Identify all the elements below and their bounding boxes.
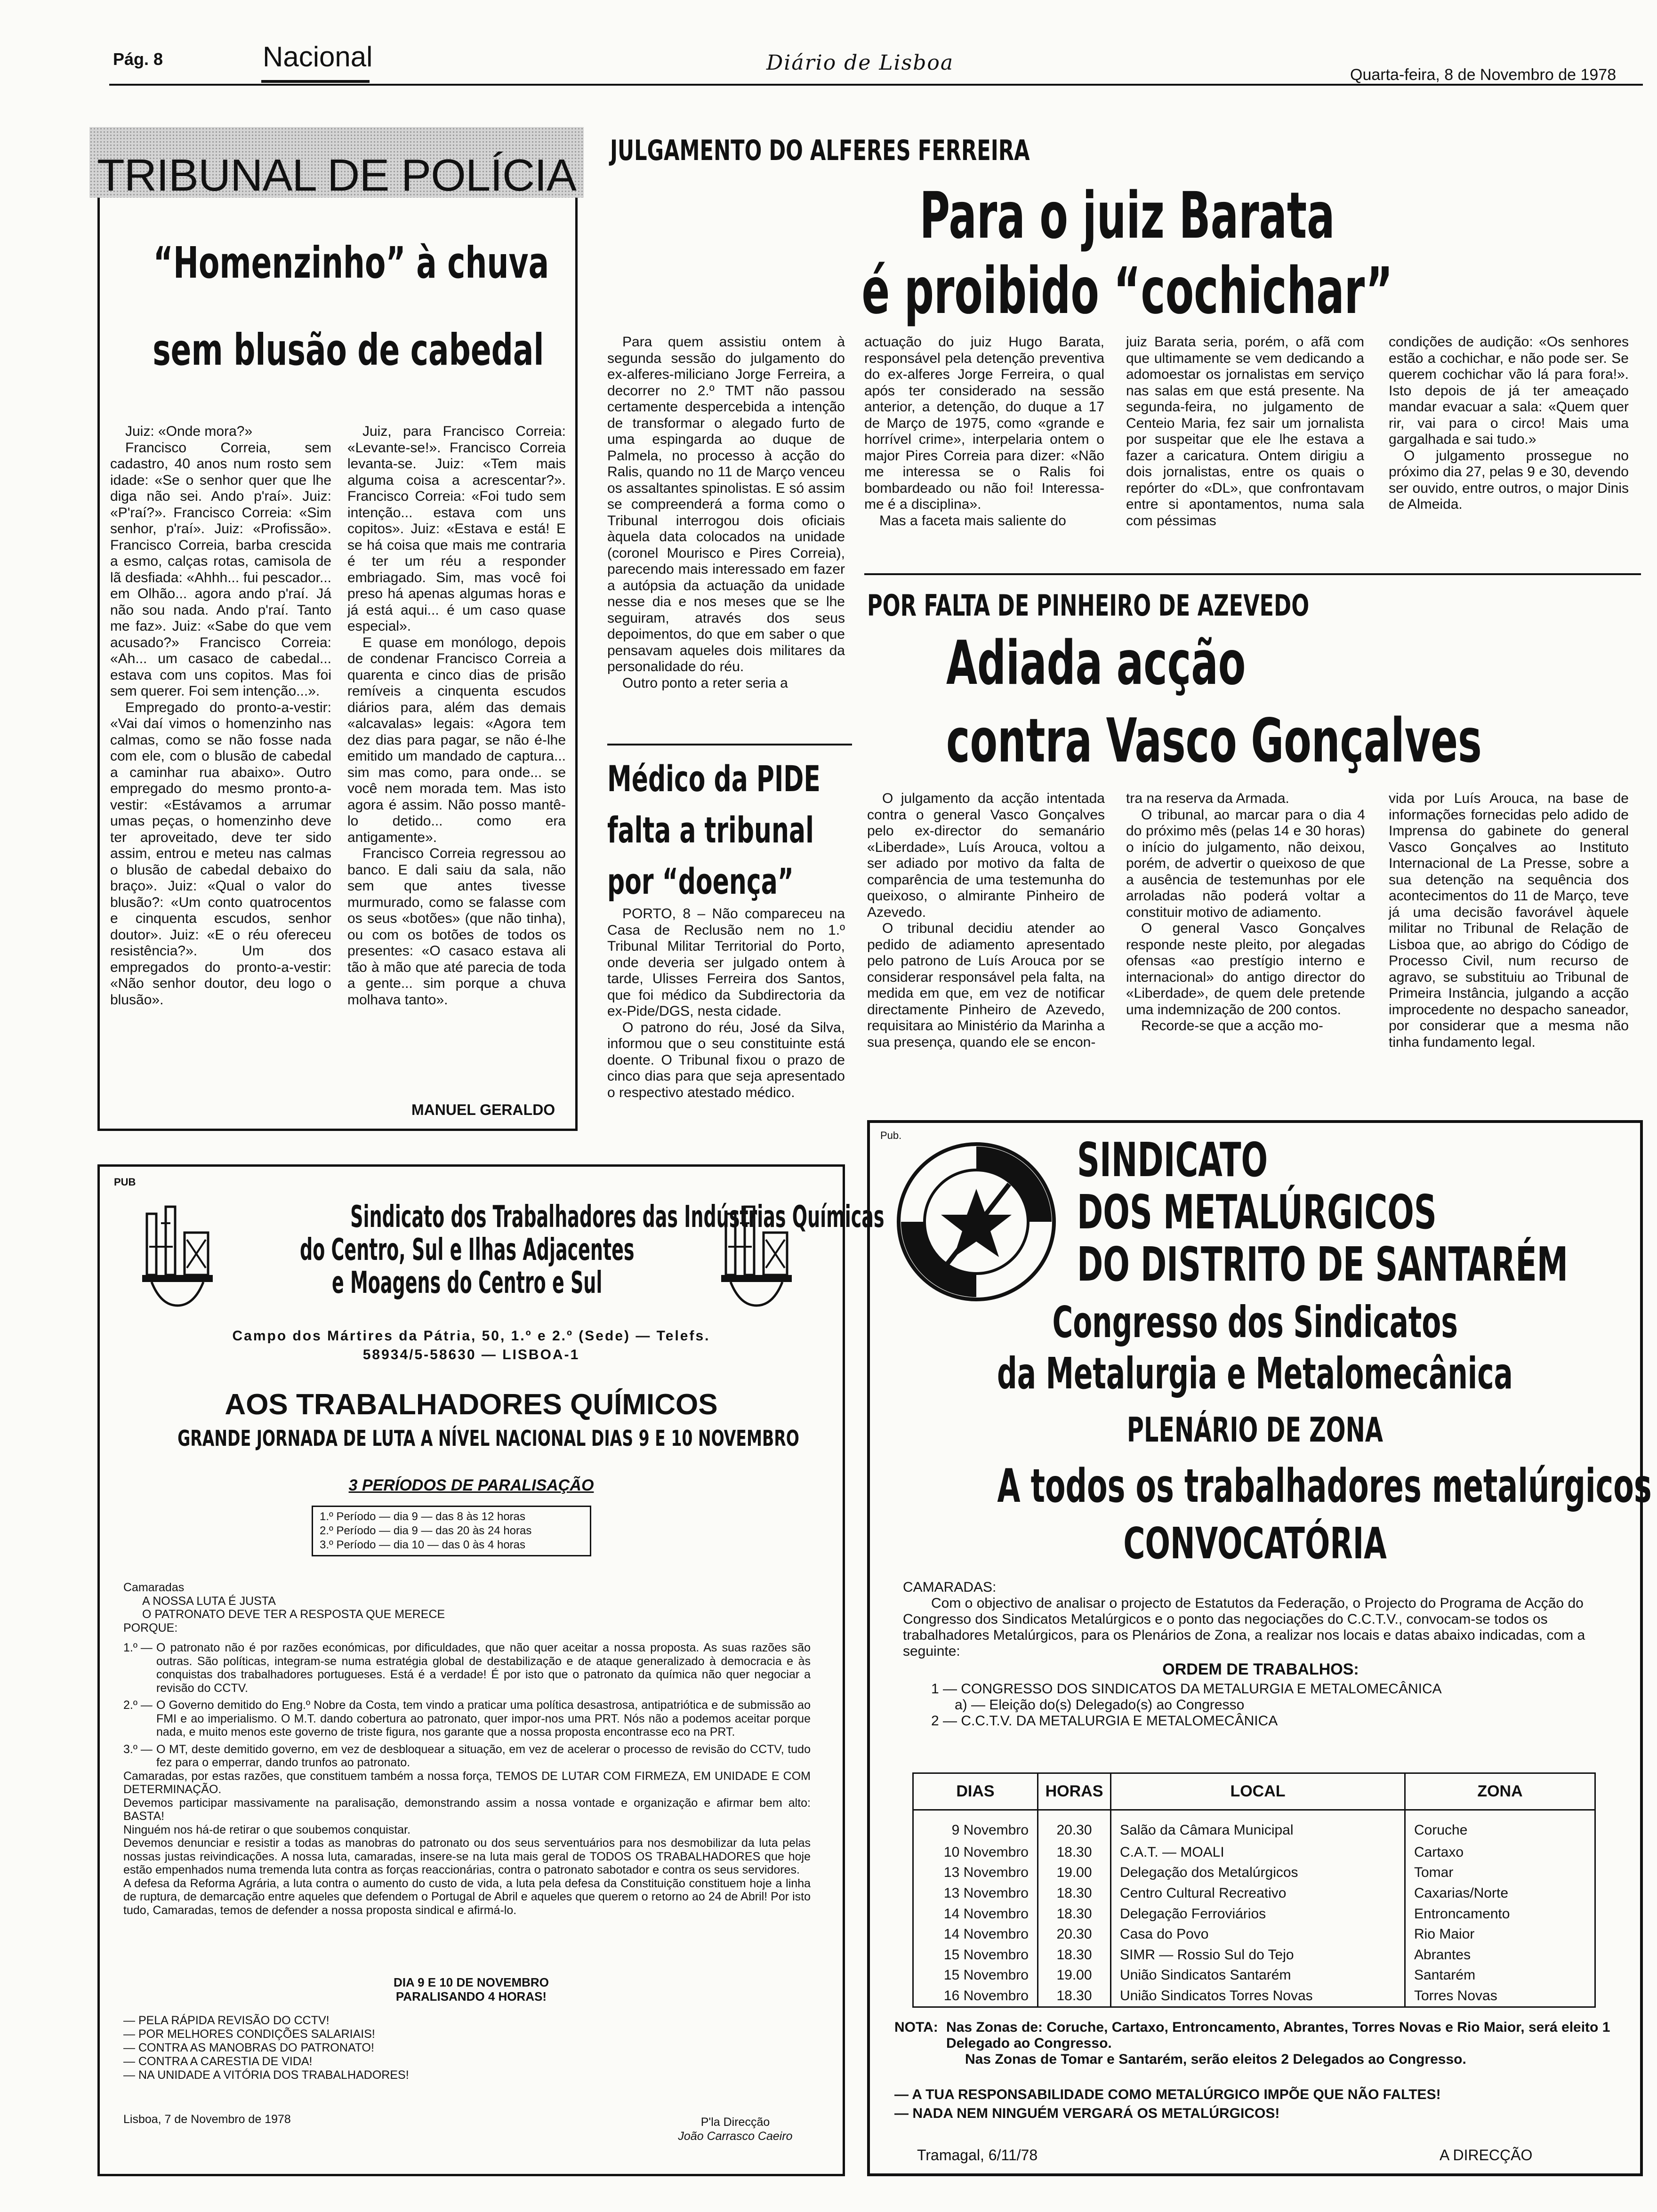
table-row (914, 1842, 1594, 1863)
paragraph: O tribunal, ao marcar para o dia 4 do próximo mês (pelas 14 e 30 horas) o início do julgamento, não deixou, porém, de advertir o queixoso de que a ausência de testemunhas por ele arroladas não poderá voltar a constituir motivo de adiamento. (1126, 807, 1365, 920)
metalurgicos-slogans (894, 2085, 1619, 2123)
barata-headline-2: é proibido “cochichar” (861, 254, 1393, 329)
pide-headline-3: por “doença” (607, 860, 794, 902)
day-cell: 14 Novembro (914, 1924, 1038, 1945)
slogan: — POR MELHORES CONDIÇÕES SALARIAIS! (123, 2028, 375, 2041)
barata-bottom-rule (864, 573, 1641, 575)
location-cell: Salão da Câmara Municipal (1111, 1810, 1405, 1842)
factory-icon (142, 1204, 213, 1308)
body-line: Camaradas, por estas razões, que constituem também a nossa força, TEMOS DE LUTAR COM FIRMEZA, EM UNIDADE E COM DETERMINAÇÃO. (123, 1769, 811, 1796)
location-cell: Centro Cultural Recreativo (1111, 1883, 1405, 1904)
paragraph: tra na reserva da Armada. (1126, 791, 1289, 806)
barata-col-2 (864, 334, 1104, 529)
ordem-label: ORDEM DE TRABALHOS: (1162, 1660, 1359, 1678)
tribunal-col-2 (347, 424, 566, 1008)
location-cell: C.A.T. — MOALI (1111, 1842, 1405, 1863)
pide-top-rule (607, 744, 852, 745)
table-row (914, 1965, 1594, 1986)
tribunal-headline-2: sem blusão de cabedal (153, 325, 544, 375)
body-line: Devemos participar massivamente na paralisação, demonstrando assim a nossa vontade e organização e afirmar bem alto: BASTA! (123, 1796, 811, 1823)
location-cell: Delegação dos Metalúrgicos (1111, 1862, 1405, 1883)
paragraph: vida por Luís Arouca, na base de informações fornecidas pelo adido de Imprensa do gabinete do general Vasco Gonçalves ao Instituto Internacional de La Presse, sobre a sua detenção na sequência dos acontecimentos do 11 de Março, teve já uma decisão favorável àquele militar no Tribunal de Relação de Lisboa que, ao abrigo do Código de Processo Civil, num recurso de agravo, se substituiu ao Tribunal de Primeira Instância, julgando a acção improcedente no despacho saneador, por considerar que a mesma não tinha fundamento legal. (1389, 791, 1629, 1050)
quimicos-slogans (123, 2014, 409, 2082)
section-name: Nacional (263, 41, 373, 72)
vasco-col-1 (867, 791, 1105, 1050)
agenda-item: 2 — C.C.T.V. DA METALURGIA E METALOMECÂNICA (931, 1713, 1278, 1729)
reason-text: O patronato não é por razões económicas, por dificuldades, que não quer aceitar a nossa proposta. As suas razões são outras. São políticas, integram-se numa estratégia global de destabilização e de ataque generalizado à democracia e às conquistas dos trabalhadores portugueses. Está é a verdade! É por isto que o patronato da química não quer negociar a revisão do CCTV. (156, 1641, 811, 1695)
hour-cell: 18.30 (1038, 1842, 1111, 1863)
quimicos-signature (665, 2115, 806, 2143)
day-cell: 16 Novembro (914, 1986, 1038, 2006)
masthead (0, 0, 1657, 89)
quimicos-dias (100, 1975, 843, 2004)
location-cell: União Sindicatos Torres Novas (1111, 1986, 1405, 2006)
nota-line: Nas Zonas de: Coruche, Cartaxo, Entroncamento, Abrantes, Torres Novas e Rio Maior, será eleito 1 Delegado ao Congresso. (946, 2020, 1610, 2051)
paragraph: Outro ponto a reter seria a (622, 675, 788, 691)
quimicos-title: AOS TRABALHADORES QUÍMICOS (225, 1388, 718, 1421)
metalurgicos-signature: A DIRECÇÃO (1440, 2147, 1533, 2164)
union-emblem-icon (892, 1137, 1061, 1306)
day-cell: 13 Novembro (914, 1862, 1038, 1883)
table-body (914, 1810, 1594, 2006)
column-header: LOCAL (1111, 1774, 1405, 1810)
day-cell: 9 Novembro (914, 1810, 1038, 1842)
location-cell: União Sindicatos Santarém (1111, 1965, 1405, 1986)
reason-text: O MT, deste demitido governo, em vez de desbloquear a situação, em vez de acelerar o processo de revisão do CCTV, tudo fez para o emperrar, dando trunfos ao patronato. (156, 1742, 811, 1769)
pide-headline-1: Médico da PIDE (607, 758, 820, 800)
zone-cell: Coruche (1414, 1822, 1468, 1838)
hour-cell: 20.30 (1038, 1810, 1111, 1842)
address-line: Campo dos Mártires da Pátria, 50, 1.º e 2.º (Sede) — Telefs. (232, 1328, 710, 1344)
salutation: CAMARADAS: (903, 1579, 997, 1595)
table-row (914, 1945, 1594, 1965)
zone-cell: Rio Maior (1414, 1926, 1475, 1942)
slogan: — CONTRA A CARESTIA DE VIDA! (123, 2055, 313, 2068)
paragraph: Francisco Correia regressou ao banco. E dali saiu da sala, não sem que antes tivesse murmurado, como se falasse com os seus «botões» (que não tinha), ou com os botões de todos os presentes: «O casaco estava ali tão à mão que até parecia de toda a gente... sim porque a chuva molhava tanto». (347, 846, 566, 1008)
paragraph: Juiz: «Onde mora?» (125, 424, 253, 439)
dias-line: PARALISANDO 4 HORAS! (395, 1989, 547, 2004)
congress-line: Congresso dos Sindicatos (1052, 1297, 1458, 1347)
barata-col-3 (1126, 334, 1364, 529)
paragraph: O julgamento prossegue no próximo dia 27, pelas 9 e 30, devendo ser ouvido, entre outros, o major Dinis de Almeida. (1389, 448, 1629, 512)
todos-title: A todos os trabalhadores metalúrgicos (997, 1459, 1652, 1513)
vasco-headline-2: contra Vasco Gonçalves (946, 706, 1482, 776)
ad-label: Pub. (880, 1130, 902, 1141)
nota-line: Nas Zonas de Tomar e Santarém, serão eleitos 2 Delegados ao Congresso. (965, 2052, 1466, 2067)
zone-cell: Caxarias/Norte (1414, 1885, 1509, 1901)
intro-line: O PATRONATO DEVE TER A RESPOSTA QUE MERECE (142, 1608, 445, 1621)
table-row (914, 1883, 1594, 1904)
period-line: 3.º Período — dia 10 — das 0 às 4 horas (320, 1539, 526, 1551)
quimicos-ad-box (97, 1164, 885, 2176)
masthead-rule (109, 84, 1643, 86)
slogan: — CONTRA AS MANOBRAS DO PATRONATO! (123, 2041, 374, 2054)
metalurgicos-place-date: Tramagal, 6/11/78 (917, 2147, 1038, 2164)
quimicos-periods-title: 3 PERÍODOS DE PARALISAÇÃO (348, 1476, 594, 1494)
slogan: — A TUA RESPONSABILIDADE COMO METALÚRGICO IMPÕE QUE NÃO FALTES! (894, 2087, 1441, 2102)
quimicos-place-date: Lisboa, 7 de Novembro de 1978 (123, 2113, 291, 2126)
paragraph: O general Vasco Gonçalves responde neste pleito, por alegadas ofensas «ao prestígio interno e internacional» do antigo director do «Liberdade», de quem dele pretende uma indemnização de 200 contos. (1126, 921, 1365, 1018)
period-line: 1.º Período — dia 9 — das 8 às 12 horas (320, 1510, 526, 1523)
slogan: — NADA NEM NINGUÉM VERGARÁ OS METALÚRGICOS! (894, 2106, 1280, 2121)
schedule-table (914, 1774, 1594, 2006)
column-header: HORAS (1038, 1774, 1111, 1810)
barata-headline-1: Para o juiz Barata (919, 179, 1335, 253)
tribunal-col-1 (110, 424, 331, 1008)
issue-date: Quarta-feira, 8 de Novembro de 1978 (1350, 66, 1617, 84)
signature-line: P'la Direcção (700, 2116, 770, 2129)
column-header: ZONA (1405, 1774, 1595, 1810)
org-line: Sindicato dos Trabalhadores das Indústrias Químicas (350, 1200, 885, 1234)
reason (123, 1743, 811, 1770)
column-header: DIAS (914, 1774, 1038, 1810)
reason (123, 1699, 811, 1739)
reason-number: 3.º — (123, 1742, 153, 1756)
zone-cell: Tomar (1414, 1865, 1454, 1881)
paragraph: juiz Barata seria, porém, o afã com que ultimamente se vem dedicando a adomoestar os jornalistas em serviço nas salas em que está presente. Na segunda-feira, no julgamento de Centeio Maria, fez sair um jornalista por suspeitar que ele lhe estava a fazer a caricatura. Ontem dirigiu a dois jornalistas, entre os quais o repórter do «DL», que confrontavam entre si apontamentos, numa sala com péssimas (1126, 334, 1364, 529)
paragraph: O julgamento da acção intentada contra o general Vasco Gonçalves pelo ex-director do semanário «Liberdade», Luís Arouca, voltou a ser adiado por motivo da falta de comparência de uma testemunha do queixoso, o almirante Pinheiro de Azevedo. (867, 791, 1105, 920)
hour-cell: 18.30 (1038, 1883, 1111, 1904)
body-line: A defesa da Reforma Agrária, a luta contra o aumento do custo de vida, a luta pela defesa da Constituição constituem hoje a linha de ruptura, de demarcação entre aqueles que defendem o Portugal de Abril e aqueles que querem o retorno ao 24 de Abril! Por isto tudo, Camaradas, temos de defender a nossa proposta sindical e afirmá-lo. (123, 1876, 811, 1917)
tribunal-byline: MANUEL GERALDO (411, 1101, 555, 1118)
org-line: DO DISTRITO DE SANTARÉM (1077, 1237, 1568, 1292)
barata-col-1 (607, 334, 845, 691)
hour-cell: 18.30 (1038, 1904, 1111, 1924)
nota-label: NOTA: (894, 2020, 938, 2035)
table-header-row (914, 1774, 1594, 1810)
tribunal-banner-text: TRIBUNAL DE POLÍCIA (97, 150, 576, 200)
hour-cell: 18.30 (1038, 1945, 1111, 1965)
intro-line: A NOSSA LUTA É JUSTA (142, 1594, 276, 1608)
paragraph: condições de audição: «Os senhores estão a cochichar, e não pode ser. Se querem cochichar vão lá para fora!». Isto depois de já ter ameaçado mandar evacuar a sala: «Quem quer rir, vai para o circo! Mais uma gargalhada e sai tudo.» (1389, 334, 1629, 447)
location-cell: SIMR — Rossio Sul do Tejo (1111, 1945, 1405, 1965)
zone-cell: Abrantes (1414, 1947, 1471, 1963)
org-line: e Moagens do Centro e Sul (331, 1266, 603, 1300)
congress-line: da Metalurgia e Metalomecânica (997, 1348, 1513, 1399)
zone-cell: Santarém (1414, 1967, 1476, 1983)
body-line: Devemos denunciar e resistir a todas as manobras do patronato ou dos seus serventuários para nos desmobilizar da luta pelas nossas justas reivindicações. A nossa luta, camaradas, insere-se na luta mais geral de TODOS OS TRABALHADORES que hoje estão empenhados numa tremenda luta contra as forças reaccionárias, contra o patronato sabotador e contra os seus servidores. (123, 1836, 811, 1876)
zone-cell: Cartaxo (1414, 1844, 1464, 1860)
quimicos-address (100, 1327, 843, 1364)
paragraph: PORTO, 8 – Não compareceu na Casa de Reclusão nem no 1.º Tribunal Militar Territorial do Porto, onde deveria ser julgado ontem à tarde, Ulisses Ferreira dos Santos, que foi médico da Subdirectoria da ex-Pide/DGS, nesta cidade. (607, 906, 845, 1019)
table-row (914, 1986, 1594, 2006)
hour-cell: 19.00 (1038, 1965, 1111, 1986)
org-line: SINDICATO (1077, 1132, 1268, 1187)
table-row (914, 1810, 1594, 1842)
vasco-col-2 (1126, 791, 1365, 1034)
day-cell: 15 Novembro (914, 1965, 1038, 1986)
vasco-col-3 (1389, 791, 1629, 1050)
table-row (914, 1862, 1594, 1883)
salutation: Camaradas (123, 1581, 185, 1594)
paragraph: E quase em monólogo, depois de condenar Francisco Correia a quarenta e cinco dias de prisão remíveis a cinquenta escudos diários para, além das demais «alcavalas» legais: «Agora tem dez dias para pagar, se não é-lhe emitido um mandado de captura... sim mas como, para onde... se você nem morada tem. Mas isto agora é assim. Não posso mantê-lo detido... como era antigamente». (347, 634, 566, 845)
table-row (914, 1924, 1594, 1945)
quimicos-org-name (213, 1200, 885, 1300)
body-line: Ninguém nos há-de retirar o que soubemos conquistar. (123, 1823, 411, 1836)
nota (894, 2020, 1619, 2068)
section-underline (261, 80, 370, 83)
quimicos-letter (123, 1581, 811, 1917)
slogan: — NA UNIDADE A VITÓRIA DOS TRABALHADORES! (123, 2068, 409, 2082)
slogan: — PELA RÁPIDA REVISÃO DO CCTV! (123, 2014, 330, 2027)
org-line: do Centro, Sul e Ilhas Adjacentes (299, 1233, 635, 1267)
barata-kicker: JULGAMENTO DO ALFERES FERREIRA (610, 134, 1030, 167)
paragraph: Recorde-se que a acção mo- (1141, 1018, 1323, 1034)
paragraph: actuação do juiz Hugo Barata, responsável pela detenção preventiva do ex-alferes Jorge Ferreira, o qual após ter considerado na sessão anterior, a detenção, do duque a 17 de Março de 1975, como «grande e horrível crime», interpelaria ontem o major Pires Correia para dizer: «Não me interessa se o Ralis foi bombardeado ou não foi! Interessa-me é a disciplina». (864, 334, 1104, 512)
metalurgicos-ad-box (867, 1120, 1652, 2176)
reason-text: O Governo demitido do Eng.º Nobre da Costa, tem vindo a praticar uma política desastrosa, antipatriótica e de submissão ao FMI e ao imperialismo. O M.T. dando cobertura ao patronato, quer impor-nos uma PRT. Nós não a podemos aceitar porque nada, e muito menos este governo de triste figura, nos garante que a nossa proposta encontrasse eco na PRT. (156, 1699, 811, 1739)
signature-line: João Carrasco Caeiro (678, 2130, 793, 2143)
table-row (914, 1904, 1594, 1924)
pide-body (607, 906, 845, 1101)
paragraph: Mas a faceta mais saliente do (879, 513, 1066, 529)
day-cell: 10 Novembro (914, 1842, 1038, 1863)
paragraph: Para quem assistiu ontem à segunda sessão do julgamento do ex-alferes-miliciano Jorge Ferreira, a decorrer no 2.º TMT não passou certamente despercebida a intenção de transformar o alegado furto de uma espingarda ao duque de Palmela, no processo à acção do Ralis, quando no 11 de Março venceu os assaltantes spinolistas. E só assim se compreenderá a forma como o Tribunal interrogou dois oficiais àquela data colocados na unidade (coronel Mourisco e Pires Correia), parecendo mais interessado em fazer a autópsia da actuação da unidade nesse dia e nos meses que se lhe seguiram, através dos seus depoimentos, do que em saber o que pensavam aqueles dois militares da personalidade do réu. (607, 334, 845, 674)
paragraph: Empregado do pronto-a-vestir: «Vai daí vimos o homenzinho nas calmas, como se não fosse nada com ele, com o blusão de cabedal a caminhar rua abaixo». Outro empregado do mesmo pronto-a-vestir: «Estávamos a arrumar umas peças, o homenzinho deve ter aproveitado, deve ter sido assim, entrou e meteu nas calmas o blusão de cabedal debaixo do braço». Juiz: «Qual o valor do blusão?: «Um conto quatrocentos e cinquenta escudos, senhor doutor». Juiz: «E o réu ofereceu resistência?». Um dos empregados do pronto-a-vestir: «Não senhor doutor, deu logo o blusão». (110, 699, 331, 1008)
paragraph: O tribunal decidiu atender ao pedido de adiamento apresentado pelo patrono de Luís Arouca por se considerar responsável pela falta, na medida em que, em vez de notificar directamente Pinheiro de Azevedo, requisitara ao Ministério da Marinha a sua presença, quando ele se encon- (867, 921, 1105, 1050)
periods-box (312, 1506, 591, 1556)
hour-cell: 18.30 (1038, 1986, 1111, 2006)
quimicos-subtitle: GRANDE JORNADA DE LUTA A NÍVEL NACIONAL DIAS 9 E 10 NOVEMBRO (177, 1426, 799, 1451)
barata-col-4 (1389, 334, 1629, 513)
reason (123, 1641, 811, 1695)
porque-label: PORQUE: (123, 1621, 178, 1635)
metalurgicos-org-name (1077, 1132, 1642, 1292)
reason-number: 2.º — (123, 1699, 153, 1712)
paragraph: Francisco Correia, sem cadastro, 40 anos num rosto sem idade: «Se o senhor quer que lhe diga não sei. Ando p'raí». Juiz: «P'raí?». Francisco Correia: «Sim senhor, p'raí». Juiz: «Profissão». Francisco Correia, barba crescida a esmo, calças rotas, camisola de lã desfiada: «Ahhh... fui pescador... em Olhão... agora ando p'raí. Já não sou nada. Ando p'raí. Tanto me faz». Juiz: «Sabe do que vem acusado?» Francisco Correia: «Ah... um casaco de cabedal... estava com uns copitos. Mas foi sem querer. Foi sem intenção...». (110, 440, 331, 699)
location-cell: Delegação Ferroviários (1111, 1904, 1405, 1924)
congress-title (870, 1297, 1640, 1399)
schedule-table-wrap (912, 1772, 1596, 2008)
period-line: 2.º Período — dia 9 — das 20 às 24 horas (320, 1524, 532, 1537)
vasco-headline-1: Adiada acção (946, 628, 1246, 698)
dias-line: DIA 9 E 10 DE NOVEMBRO (394, 1975, 549, 1989)
pide-headline-2: falta a tribunal (607, 809, 814, 851)
agenda-item: a) — Eleição do(s) Delegado(s) ao Congresso (955, 1697, 1245, 1713)
paragraph: Juiz, para Francisco Correia: «Levante-se!». Francisco Correia levanta-se. Juiz: «Tem mais alguma coisa a acrescentar?». Francisco Correia: «Foi tudo sem intenção... estava com uns copitos». Juiz: «Estava e está! E se há coisa que mais me contraria é ter um réu a responder embriagado. Sim, mas você foi preso há apenas algumas horas e já está aqui... é um caso quase especial». (347, 424, 566, 634)
day-cell: 13 Novembro (914, 1883, 1038, 1904)
location-cell: Casa do Povo (1111, 1924, 1405, 1945)
zone-cell: Torres Novas (1414, 1988, 1497, 2004)
tribunal-headline-1: “Homenzinho” à chuva (153, 238, 549, 288)
agenda-item: 1 — CONGRESSO DOS SINDICATOS DA METALURGIA E METALOMECÂNICA (931, 1681, 1442, 1697)
hour-cell: 19.00 (1038, 1862, 1111, 1883)
day-cell: 14 Novembro (914, 1904, 1038, 1924)
intro-text: Com o objectivo de analisar o projecto de Estatutos da Federação, o Projecto do Programa de Acção do Congresso dos Sindicatos Metalúrgicos e o ponto das negociações do C.C.T.V., convocam-se todos os trabalhadores Metalúrgicos, para os Plenários de Zona, a realizar nos locais e datas abaixo indicadas, com a seguinte: (903, 1595, 1585, 1659)
vasco-kicker: POR FALTA DE PINHEIRO DE AZEVEDO (867, 588, 1310, 623)
address-line: 58934/5-58630 — LISBOA-1 (362, 1347, 580, 1362)
convocatoria-intro (903, 1579, 1618, 1729)
pide-headline (607, 758, 852, 902)
reason-number: 1.º — (123, 1641, 153, 1654)
newspaper-name: Diário de Lisboa (766, 51, 954, 75)
plenario-title: PLENÁRIO DE ZONA (1126, 1410, 1384, 1450)
org-line: DOS METALÚRGICOS (1077, 1185, 1437, 1240)
page-number: Pág. 8 (113, 49, 163, 69)
convocatoria-title: CONVOCATÓRIA (1123, 1518, 1387, 1569)
ad-label: PUB (114, 1176, 136, 1188)
hour-cell: 20.30 (1038, 1924, 1111, 1945)
zone-cell: Entroncamento (1414, 1906, 1510, 1922)
paragraph: O patrono do réu, José da Silva, informou que o seu constituinte está doente. O Tribunal fixou o prazo de cinco dias para que seja apresentado o respectivo atestado médico. (607, 1019, 845, 1100)
day-cell: 15 Novembro (914, 1945, 1038, 1965)
